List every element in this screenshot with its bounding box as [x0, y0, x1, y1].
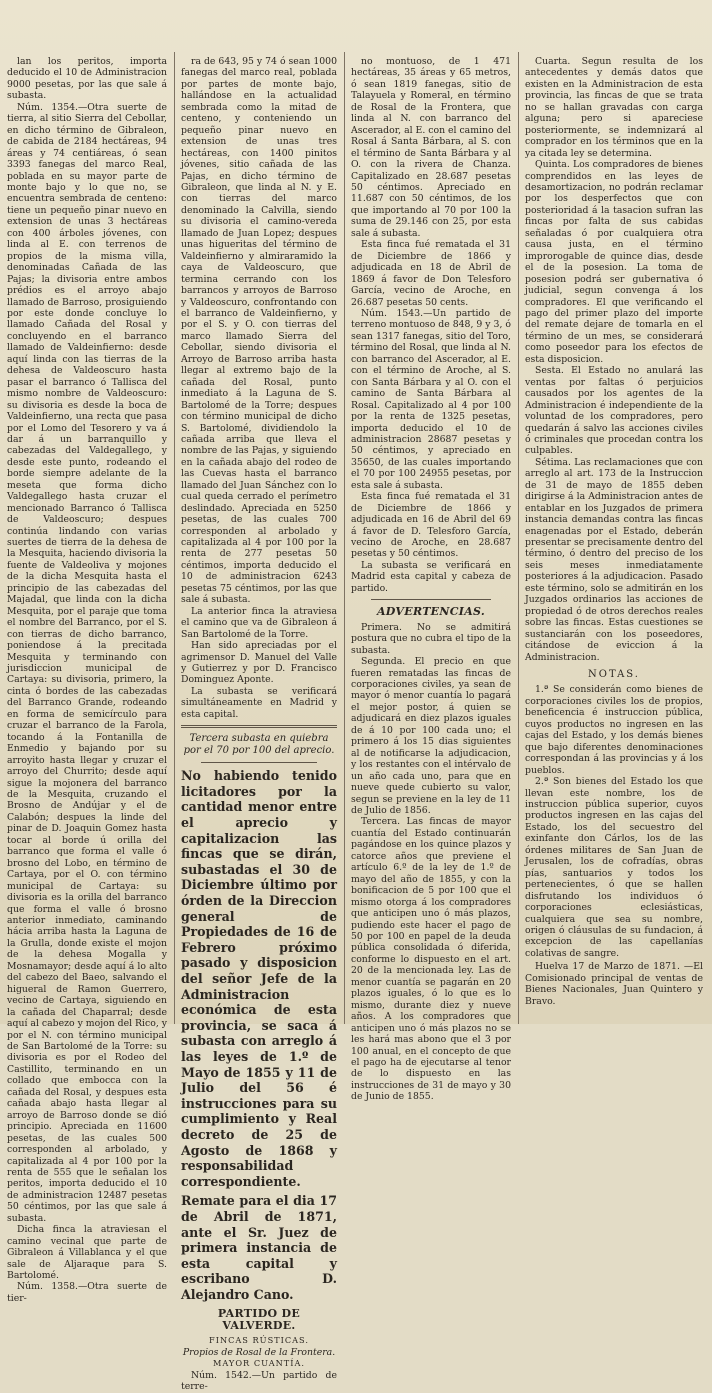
- paragraph: La anterior finca la atraviesa el camino que va de Gibraleon á San Bartolomé de la Torre.: [181, 605, 337, 640]
- district-heading: PARTIDO DE VALVERDE.: [217, 1307, 301, 1332]
- paragraph: no montuoso, de 1 471 hectáreas, 35 áreas y 65 metros, ó sean 1819 fanegas, sitio de Talayuela y Romeral, en término de Rosal de la Frontera, que linda al N. con barranco del Ascerador, al E. con el camino del Rosal á Santa Bárbara, al S. con el término de Santa Bárbara y al O. con la rivera de Chanza. Capitalizado en 28.687 pesetas 50 céntimos. Apreciado en 11.687 con 50 céntimos, de los que importando al 70 por 100 la suma de 29.146 con 25, por esta sale á subasta.: [351, 56, 511, 239]
- paragraph: Núm. 1543.—Un partido de terreno montuoso de 848, 9 y 3, ó sean 1317 fanegas, sitio del Toro, término del Rosal, que linda al N. con barranco del Ascerador, al E. con el término de Aroche, al S. con Santa Bárbara y al O. con el camino de Santa Bárbara al Rosal. Capitalizado al 4 por 100 por la renta de 1325 pesetas, importa deducido el 10 de administracion 28687 pesetas y 50 céntimos, y apreciado en 35650, de las cuales importando el 70 por 100 24955 pesetas, por esta sale á subasta.: [351, 307, 511, 491]
- auction-notice: No habiendo tenido licitadores por la cantidad menor entre el aprecio y capitalizacion las fincas que se dirán, subastadas el 30 de Diciembre último por órden de la Direccion general de Propiedades de 16 de Febrero próximo pasado y disposicion del señor Jefe de la Administracion económica de esta provincia, se saca á subasta con arreglo á las leyes de 1.º de Mayo de 1855 y 11 de Julio del 56 é instrucciones para su cumplimiento y Real decreto de 25 de Agosto de 1868 y responsabilidad correspondiente.: [181, 768, 337, 1189]
- column-divider: [518, 52, 519, 1024]
- paragraph: Esta finca fué rematada el 31 de Diciembre de 1866 y adjudicada en 18 de Abril de 1869 á favor de Don Telesforo García, vecino de Aroche, en 26.687 pesetas 50 cents.: [351, 239, 511, 308]
- column-3: [346, 0, 516, 1103]
- section-divider: [201, 762, 317, 763]
- note-item: 2.ª Son bienes del Estado los que llevan este nombre, los de instruccion pública superior, cuyos productos ingresen en las cajas del Estado, los del secuestro del exinfante don Cárlos, los de las órdenes militares de San Juan de Jerusalen, los de cofradías, obras pías, santuarios y todos los pertenecientes, ó que se hallen disfrutando los individuos ó corporaciones eclesiásticas, cualquiera que sea su nombre, origen ó cláusulas de su fundacion, á excepcion de las capellanías colativas de sangre.: [525, 776, 703, 959]
- notice-item: Sétima. Las reclamaciones que con arreglo al art. 173 de la Instruccion de 31 de mayo de 1855 deben dirigirse á la Administracion antes de entablar en los Juzgados de primera instancia demandas contra las fincas enagenadas por el Estado, deberán presentar se precisamente dentro del término, ó dentro del preciso de los seis meses inmediatamente posteriores á la adjudicacion. Pasado este término, solo se admitirán en los Juzgados ordinarios las acciones de propiedad ó de otros derechos reales sobre las fincas. Estas cuestiones se sustanciarán con los poseedores, citándose de eviccion á la Administracion.: [525, 456, 703, 663]
- column-2: [176, 0, 342, 1393]
- paragraph: Esta finca fué rematada el 31 de Diciembre de 1866 y adjudicada en 16 de Abril del 69 á favor de D. Telesforo García, vecino de Aroche, en 28.687 pesetas y 50 céntimos.: [351, 491, 511, 560]
- notice-item: Tercera. Las fincas de mayor cuantía del Estado continuarán pagándose en los quince plazos y catorce años que previene el artículo 6.º de la ley de 1.º de mayo del año de 1855, y con la bonificacion de 5 por 100 que el mismo otorga á los compradores que anticipen uno ó más plazos, pudiendo este hacer el pago de 50 por 100 en papel de la deuda pública consolidada ó diferida, conforme lo dispuesto en el art. 20 de la mencionada ley. Las de menor cuantía se pagarán en 20 plazos iguales, ó lo que es lo mismo, durante diez y nueve años. A los compradores que anticipen uno ó más plazos no se les hará mas abono que el 3 por 100 anual, en el concepto de que el pago ha de ejecutarse al tenor de lo dispuesto en las instrucciones de 31 de mayo y 30 de Junio de 1855.: [351, 816, 511, 1103]
- paragraph: La subasta se verificará simultáneamente en Madrid y esta capital.: [181, 685, 337, 720]
- third-auction-heading: Tercera subasta en quiebra por el 70 por 100 del aprecio.: [183, 733, 335, 757]
- column-4: [520, 0, 708, 1024]
- paragraph: La subasta se verificará en Madrid esta capital y cabeza de partido.: [351, 559, 511, 594]
- notice-item: Sesta. El Estado no anulará las ventas por faltas ó perjuicios causados por los agentes de la Administracion é independiente de la voluntad de los compradores, pero quedarán á salvo las acciones civiles ó criminales que procedan contra los culpables.: [525, 365, 703, 457]
- column-1: [2, 0, 172, 1304]
- paragraph: Dicha finca la atraviesan el camino vecinal que parte de Gibraleon á Villablanca y el que sale de Aljaraque para S. Bartolomé.: [7, 1224, 167, 1282]
- notice-item: Segunda. El precio en que fueren rematadas las fincas de corporaciones civiles, ya sean de mayor ó menor cuantía lo pagará el mejor postor, á quien se adjudicará en diez plazos iguales de á 10 por 100 cada uno; el primero á los 15 dias siguientes al de notificarse la adjudicacion, y los restantes con el intérvalo de un año cada uno, para que en nueve quede cubierto su valor, segun se previene en la ley de 11 de Julio de 1856.: [351, 656, 511, 816]
- section-divider: [371, 599, 491, 600]
- auction-date-notice: Remate para el dia 17 de Abril de 1871, ante el Sr. Juez de primera instancia de esta capital y escribano D. Alejandro Cano.: [181, 1193, 337, 1302]
- paragraph: Han sido apreciadas por el agrimensor D. Manuel del Valle y Gutierrez y por D. Francisco Dominguez Aponte.: [181, 640, 337, 686]
- amount-label: MAYOR CUANTÍA.: [212, 1358, 306, 1369]
- paragraph: Núm. 1354.—Otra suerte de tierra, al sitio Sierra del Cebollar, en dicho término de Gibraleon, de cabida de 2184 hectáreas, 94 áreas y 74 centiáreas, ó sean 3393 fanegas del marco Real, poblada en su mayor parte de monte bajo y lo que no, se encuentra sembrada de centeno: tiene un pequeño pinar nuevo en extension de unas 3 hectáreas con 400 árboles jóvenes, con linda al E. con terrenos de propios de la misma villa, denominadas Cañada de las Pajas; la divisoria entre ambos prédios es el arroyo abajo llamado de Barroso, prosiguiendo por este donde concluye lo llamado Cañada del Rosal y concluyendo en el barranco llamado de Valdeinfierno: desde aquí linda con las tierras de la dehesa de Valdeoscuro hasta pasar el barranco ó Tallisca del mismo nombre de Valdeoscuro: su divisoria es desde la boca de Valdeinfierno, una recta que pasa por el Lomo del Tesorero y va á dar á un barranquillo y cabezadas del Valdegallego, y desde este punto, rodeando el borde siempre adelante de la meseta que forma dicho Valdegallego hasta cruzar el mencionado Barranco ó Tallisca de Valdeoscuro; despues continúa lindando con varias suertes de tierra de la dehesa de la Mesquita, haciendo divisoria la fuente de Valdeoliva y mojones de la dicha Mesquita hasta el principio de las cabezadas del Majadal, que linda con la dicha Mesquita, por el paraje que toma el nombre del Barranco, por el S. con tierras de dicho barranco, poniendose á la precitada Mesquita y terminando con jurisdiccion municipal de Cartaya: su divisoria, primero, la cinta ó bordes de las cabezadas del Barranco Grande, rodeando en forma de semicírculo para cruzar el barranco de la Farola, tocando á la Fontanilla de Enmedio y bajando por su arroyito hasta llegar y cruzar el arroyo del Churrito; desde aquí sigue la mojonera del barranco de la Mesquita, cruzando el Brosno de Andújar y el de Calabón; despues la linde del pinar de D. Joaquin Gomez hasta tocar al borde ú orilla del barranco que forma el valle ó brosno del Lobo, en término de Cartaya, por el O. con término municipal de Cartaya: su divisoria es la orilla del barranco que forma el valle ó brosno anterior inmediato, caminando hácia arriba hasta la Laguna de la Grulla, donde existe el mojon de la dehesa Mogalla y Mosnamayor; desde aquí á lo alto del cabezo del Baeo, salvando el higueral de Ramon Guerrero, vecino de Cartaya, siguiendo en la cañada del Chaparral; desde aquí al cabezo y mojon del Rico, y por el N. con término municipal de San Bartolomé de la Torre: su divisoria es por el Rodeo del Castillito, terminando en un collado que embocca con la cañada del Rosal, y despues esta cañada abajo hasta llegar al arroyo de Barroso donde se dió principio. Apreciada en 11600 pesetas, de las cuales 500 corresponden al arbolado, y capitalizada al 4 por 100 por la renta de 555 que le señalan los peritos, importa deducido el 10 de administracion 12487 pesetas 50 céntimos, por las que sale á subasta.: [7, 101, 167, 1224]
- notice-item: Cuarta. Segun resulta de los antecedentes y demás datos que existen en la Administracion de esta provincia, las fincas de que se trata no se hallan gravadas con carga alguna; pero si apareciese posteriormente, se indemnizará al comprador en los términos que en la ya citada ley se determina.: [525, 56, 703, 159]
- paragraph: ra de 643, 95 y 74 ó sean 1000 fanegas del marco real, poblada por partes de monte bajo, hallándose en la actualidad sembrada como la mitad de centeno, y conteniendo un pequeño pinar nuevo en extension de unas tres hectáreas, con 1400 pinitos jóvenes, sitio cañada de las Pajas, en dicho término de Gibraleon, que linda al N. y E. con tierras del marco denominado la Calvilla, siendo su divisoria el camino-vereda llamado de Juan Lopez; despues unas higueritas del término de Valdeinfierno y almiraramido la caya de Valdeoscuro, que termina cerrando con los barrancos y arroyos de Barroso y Valdeoscuro, confrontando con el barranco de Valdeinfierno, y por el S. y O. con tierras del marco llamado Sierra del Cebollar, siendo divisoria el Arroyo de Barroso arriba hasta llegar al extremo bajo de la cañada del Rosal, punto inmediato á la Laguna de S. Bartolomé de la Torre; despues con término municipal de dicho S. Bartolomé, dividiendolo la cañada arriba que lleva el nombre de las Pajas, y siguiendo en la cañada abajo del rodeo de las Cuevas hasta el barranco llamado del Juan Sánchez con lo cual queda cerrado el perímetro deslindado. Apreciada en 5250 pesetas, de las cuales 700 corresponden al arbolado y capitalizada al 4 por 100 por la renta de 277 pesetas 50 céntimos, importa deducido el 10 de administracion 6243 pesetas 75 céntimos, por las que sale á subasta.: [181, 56, 337, 606]
- notes-heading: NOTAS.: [588, 669, 640, 681]
- paragraph: Núm. 1542.—Un partido de terre-: [181, 1369, 337, 1393]
- column-divider: [174, 52, 175, 1024]
- column-divider: [344, 52, 345, 1024]
- owner-heading: Propios de Rosal de la Frontera.: [182, 1346, 336, 1358]
- notice-item: Quinta. Los compradores de bienes comprendidos en las leyes de desamortizacion, no podrán reclamar por los desperfectos que con posterioridad á la tasacion sufran las fincas por falta de sus cabidas señaladas ó por cualquiera otra causa justa, en el término improrogable de quince dias, desde el de la posesion. La toma de posesion podrá ser gubernativa ó judicial, segun convenga á los compradores. El que verificando el pago del primer plazo del importe del remate dejare de tomarla en el término de un mes, se considerará como poseedor para los efectos de esta disposicion.: [525, 159, 703, 365]
- section-divider: [181, 725, 337, 728]
- paragraph: lan los peritos, importa deducido el 10 de Administracion 9000 pesetas, por las que sale á subasta.: [7, 56, 167, 102]
- paragraph: Núm. 1358.—Otra suerte de tier-: [7, 1281, 167, 1304]
- signature: Huelva 17 de Marzo de 1871. —El Comisionado principal de ventas de Bienes Nacionales, Juan Quintero y Bravo.: [525, 961, 703, 1007]
- notice-item: Primera. No se admitirá postura que no cubra el tipo de la subasta.: [351, 621, 511, 656]
- note-item: 1.ª Se considerán como bienes de corporaciones civiles los de propios, beneficencia é instruccion pública, cuyos productos no ingresen en las cajas del Estado, y los demás bienes que bajo diferentes denominaciones correspondan á las provincias y á los pueblos.: [525, 684, 703, 776]
- notices-heading: ADVERTENCIAS.: [376, 605, 486, 619]
- rustic-properties-heading: FINCAS RÚSTICAS.: [209, 1335, 309, 1346]
